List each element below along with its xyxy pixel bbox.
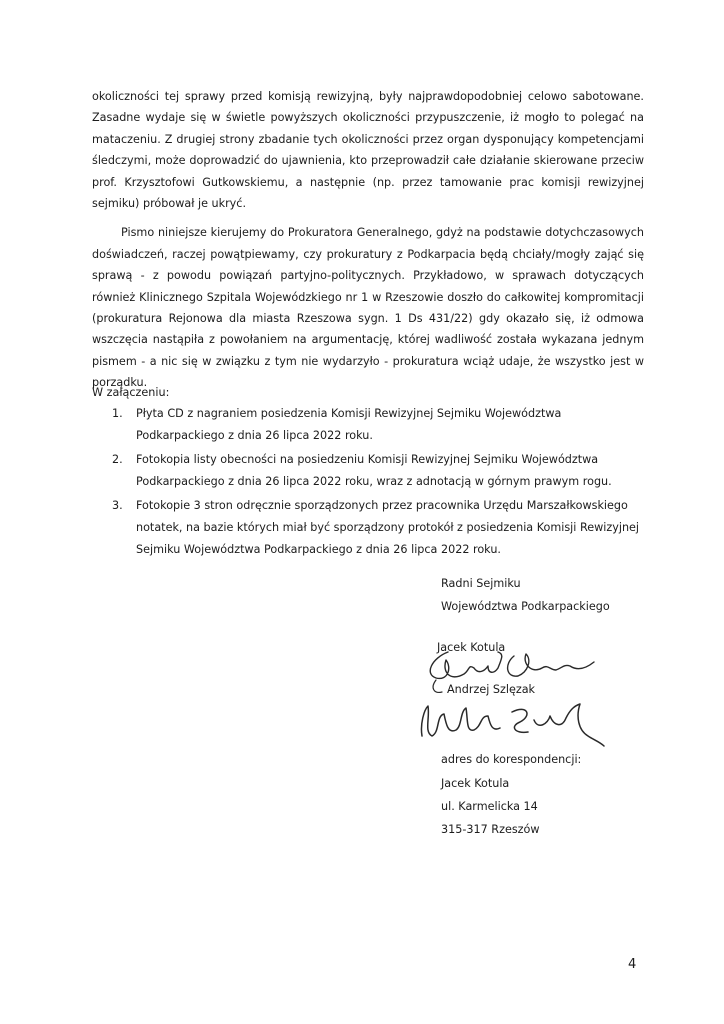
attachment-number: 3. bbox=[112, 499, 123, 512]
attachments-title: W załączeniu: bbox=[92, 386, 170, 399]
signature-title bbox=[441, 572, 610, 618]
paragraph-2: Pismo niniejsze kierujemy do Prokuratora Generalnego, gdyż na podstawie dotychczasowych doświadczeń, raczej powątpiewamy, czy prokuratury z Podkarpacia będą chciały/mogły zająć się sprawą - z powodu powiązań partyjno-politycznych. Przykładowo, w sprawach dotyczących również Klinicznego Szpitala Wojewódzkiego nr 1 w Rzeszowie doszło do całkowitej kompromitacji (prokuratura Rejonowa dla miasta Rzeszowa sygn. 1 Ds 431/22) gdy okazało się, iż odmowa wszczęcia nastąpiła z powołaniem na argumentację, której wadliwość została wykazana jednym pismem - a nic się w związku z tym nie wydarzyło - prokuratura wciąż udaje, że wszystko jest w porządku. bbox=[92, 226, 644, 390]
address-label: adres do korespondencji: bbox=[441, 753, 582, 766]
address-name: Jacek Kotula bbox=[441, 777, 510, 790]
page-number: 4 bbox=[628, 957, 637, 972]
paragraph-1: okoliczności tej sprawy przed komisją rewizyjną, były najprawdopodobniej celowo sabotowane. Zasadne wydaje się w świetle powyższych okoliczności przypuszczenie, iż mogło to polegać na mataczeniu. Z drugiej strony zbadanie tych okoliczności przez organ dysponujący kompetencjami śledczymi, może doprowadzić do ujawnienia, kto przeprowadził całe działanie skierowane przeciw prof. Krzysztofowi Gutkowskiemu, a następnie (np. przez tamowanie prac komisji rewizyjnej sejmiku) próbował je ukryć. bbox=[92, 90, 644, 211]
attachment-number: 1. bbox=[112, 407, 123, 420]
address-city: 315-317 Rzeszów bbox=[441, 823, 540, 836]
signer-name-1: Jacek Kotula bbox=[437, 641, 506, 654]
attachment-item bbox=[112, 449, 652, 493]
letter-body bbox=[92, 86, 644, 394]
signature-title-line-1: Radni Sejmiku bbox=[441, 577, 521, 590]
attachment-text: Płyta CD z nagraniem posiedzenia Komisji Rewizyjnej Sejmiku Województwa Podkarpackiego z dnia 26 lipca 2022 roku. bbox=[136, 407, 562, 442]
handwritten-signature-2 bbox=[410, 696, 610, 756]
attachment-text: Fotokopia listy obecności na posiedzeniu Komisji Rewizyjnej Sejmiku Województwa Podkarpackiego z dnia 26 lipca 2022 roku, wraz z adnotacją w górnym prawym rogu. bbox=[136, 453, 612, 488]
attachment-item bbox=[112, 403, 652, 447]
attachment-number: 2. bbox=[112, 453, 123, 466]
correspondence-address bbox=[441, 748, 581, 841]
signature-title-line-2: Województwa Podkarpackiego bbox=[441, 600, 610, 613]
attachment-text: Fotokopie 3 stron odręcznie sporządzonych przez pracownika Urzędu Marszałkowskiego notatek, na bazie których miał być sporządzony protokół z posiedzenia Komisji Rewizyjnej Sejmiku Województwa Podkarpackiego z dnia 26 lipca 2022 roku. bbox=[136, 499, 640, 556]
address-street: ul. Karmelicka 14 bbox=[441, 800, 538, 813]
signer-name-2: Andrzej Szlęzak bbox=[447, 683, 536, 696]
attachment-item bbox=[112, 495, 652, 561]
attachments-list bbox=[112, 403, 652, 563]
